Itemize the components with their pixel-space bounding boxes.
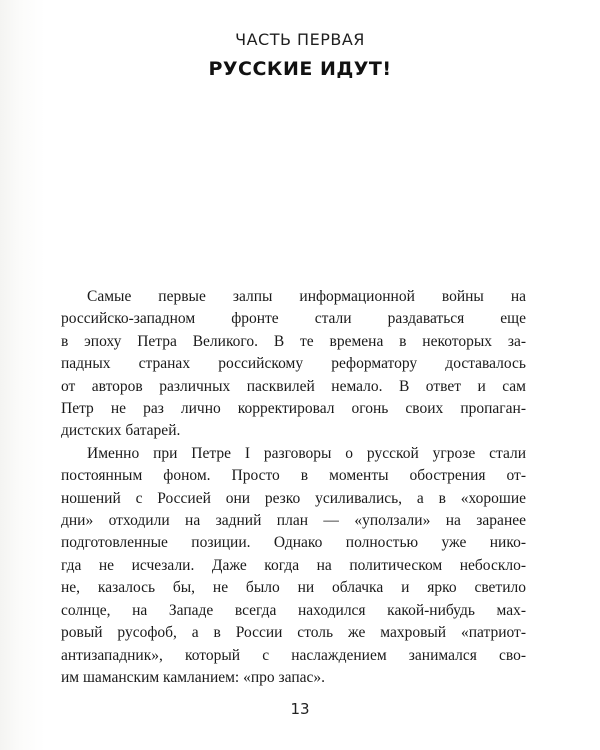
text-line: не, казалось бы, не было ни облачка и ярко светило (61, 579, 526, 597)
text-line: дистских батарей. (61, 422, 181, 440)
text-line: в эпоху Петра Великого. В те времена в некоторых за- (61, 332, 526, 350)
text-line: дни» отходили на задний план — «уползали» на заранее (61, 512, 526, 530)
page-number: 13 (290, 700, 310, 718)
text-line: Петр не раз лично корректировал огонь своих пропаган- (61, 400, 526, 418)
text-line: антизападник», который с наслаждением занимался сво- (61, 646, 526, 664)
text-line: от авторов различных пасквилей немало. В ответ и сам (61, 377, 526, 395)
text-line: гда не исчезали. Даже когда на политическом небоскло- (61, 556, 526, 574)
text-line: падных странах российскому реформатору доставалось (61, 355, 526, 373)
text-line: Самые первые залпы информационной войны на (87, 288, 526, 305)
chapter-title: РУССКИЕ ИДУТ! (208, 58, 392, 80)
text-line: солнце, на Западе всегда находился какой-нибудь мах- (61, 601, 526, 619)
text-line: ровый русофоб, а в России столь же махровый «патриот- (61, 624, 526, 642)
body-text (61, 286, 526, 689)
text-line: ношений с Россией они резко усиливались, а в «хорошие (61, 489, 526, 507)
part-label: ЧАСТЬ ПЕРВАЯ (235, 30, 365, 49)
text-line: подготовленные позиции. Однако полностью уже нико- (61, 534, 526, 552)
text-line: постоянным фоном. Просто в моменты обострения от- (61, 467, 526, 485)
text-line: им шаманским камланием: «про запас». (61, 668, 326, 686)
text-line: российско-западном фронте стали раздаваться еще (61, 310, 526, 328)
paragraph (61, 443, 526, 689)
text-line: Именно при Петре I разговоры о русской угрозе стали (87, 444, 526, 462)
paragraph (61, 286, 526, 443)
